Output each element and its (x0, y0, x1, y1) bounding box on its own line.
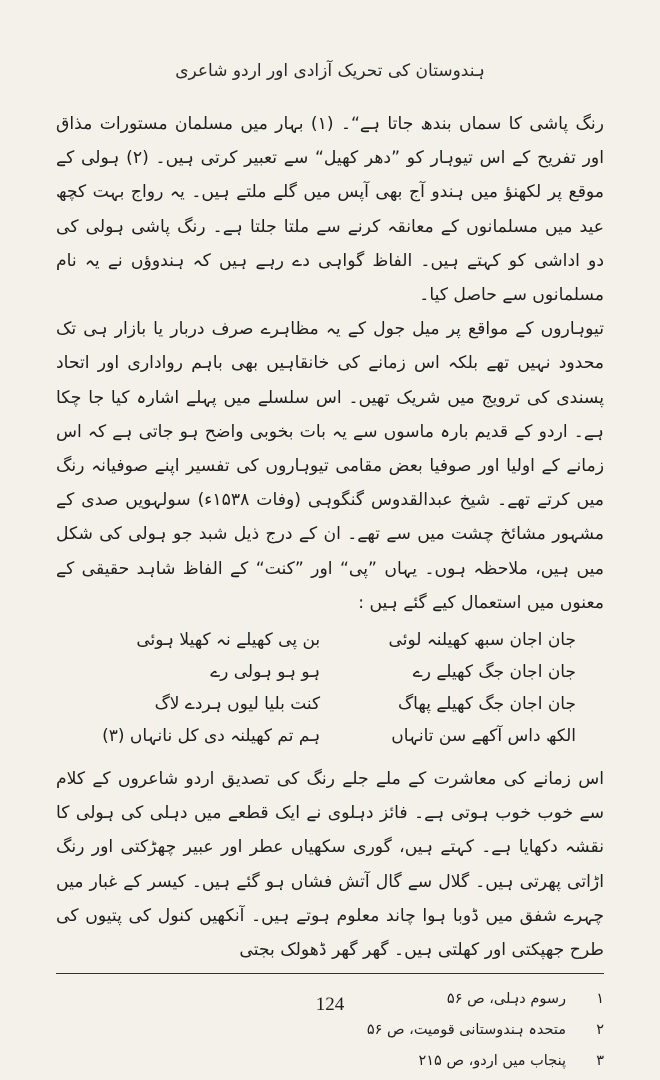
running-head: ہندوستان کی تحریک آزادی اور اردو شاعری (175, 61, 485, 81)
footnote-text: رسوم دہلی، ص ۵۶ (446, 991, 566, 1008)
footnote-text: متحدہ ہندوستانی قومیت، ص ۵۶ (366, 1022, 566, 1039)
footnote-divider (56, 973, 604, 974)
verse-line (84, 688, 576, 720)
footnote-number: ۱ (596, 991, 604, 1008)
footnote-number: ۳ (596, 1053, 604, 1070)
paragraph-1: رنگ پاشی کا سماں بندھ جاتا ہے“۔ (۱) بہار میں مسلمان مستورات مذاق اور تفریح کے اس تیوہار کو ”دھر کھیل“ سے تعبیر کرتی ہیں۔ (۲) ہولی کے موقع پر لکھنؤ میں ہندو آج بھی آپس میں گلے ملتے ہیں۔ یہ رواج بہت کچھ عید میں مسلمانوں کے معانقہ کرنے سے ملتا جلتا ہے۔ رنگ پاشی ہولی کی دو اداشی کو کہتے ہیں۔ الفاظ گواہی دے رہے ہیں کہ ہندوؤں نے یہ نام مسلمانوں سے حاصل کیا۔ (56, 114, 604, 306)
footnote (56, 1046, 604, 1077)
closing-text (56, 762, 604, 967)
verse-hemistich: جان اجان سبھ کھیلنہ لوئی (388, 630, 576, 651)
footnote-number: ۲ (596, 1022, 604, 1039)
footnote (56, 1015, 604, 1046)
verse-hemistich: کنت بلیا لیوں ہردے لاگ (154, 694, 321, 715)
main-text (56, 107, 604, 620)
page-number: 124 (315, 994, 345, 1015)
verse-hemistich: الکھ داس آکھے سن تانہاں (391, 726, 576, 747)
paragraph-2: تیوہاروں کے مواقع پر میل جول کے یہ مظاہرے صرف دربار یا بازار ہی تک محدود نہیں تھے بلکہ اس زمانے کی خانقاہیں بھی باہم رواداری اور اتحاد پسندی کی ترویج میں شریک تھیں۔ اس سلسلے میں پہلے اشارہ کیا جا چکا ہے۔ اردو کے قدیم بارہ ماسوں سے یہ بات بخوبی واضح ہو جاتی ہے کہ اس زمانے کے اولیا اور صوفیا بعض مقامی تیوہاروں کی تفسیر اپنے صوفیانہ رنگ میں کرتے تھے۔ شیخ عبدالقدوس گنگوہی (وفات ۱۵۳۸ء) سولہویں صدی کے مشہور مشائخ چشت میں سے تھے۔ ان کے درج ذیل شبد جو ہولی کی شکل میں ہیں، ملاحظہ ہوں۔ یہاں ”پی“ اور ”کنت“ کے الفاظ شاہد حقیقی کے معنوں میں استعمال کیے گئے ہیں : (56, 319, 604, 613)
verse-hemistich: جان اجان جگ کھیلے پھاگ (397, 694, 576, 715)
verse-line (84, 720, 576, 752)
verse-block (84, 624, 576, 752)
verse-line (84, 656, 576, 688)
verse-hemistich: ہم تم کھیلنہ دی کل نانہاں (۳) (102, 726, 321, 747)
verse-hemistich: جان اجان جگ کھیلے رے (412, 662, 576, 683)
verse-hemistich: ہو ہو ہولی رے (210, 662, 321, 683)
verse-hemistich: بن پی کھیلے نہ کھیلا ہوئی (136, 630, 321, 651)
paragraph-3: اس زمانے کی معاشرت کے ملے جلے رنگ کی تصدیق اردو شاعروں کے کلام سے خوب خوب ہوتی ہے۔ فائز دہلوی نے ایک قطعے میں دہلی کی ہولی کا نقشہ دکھایا ہے۔ کہتے ہیں، گوری سکھیاں عطر اور عبیر چھڑکتی اور رنگ اڑاتی پھرتی ہیں۔ گلال سے گال آتش فشاں ہو گئے ہیں۔ کیسر کے غبار میں چہرے شفق میں ڈوبا ہوا چاند معلوم ہوتے ہیں۔ آنکھیں کنول کی پتیوں کی طرح جھپکتی اور کھلتی ہیں۔ گھر گھر ڈھولک بجتی (56, 769, 604, 961)
verse-line (84, 624, 576, 656)
footnote-text: پنجاب میں اردو، ص ۲۱۵ (418, 1053, 566, 1070)
